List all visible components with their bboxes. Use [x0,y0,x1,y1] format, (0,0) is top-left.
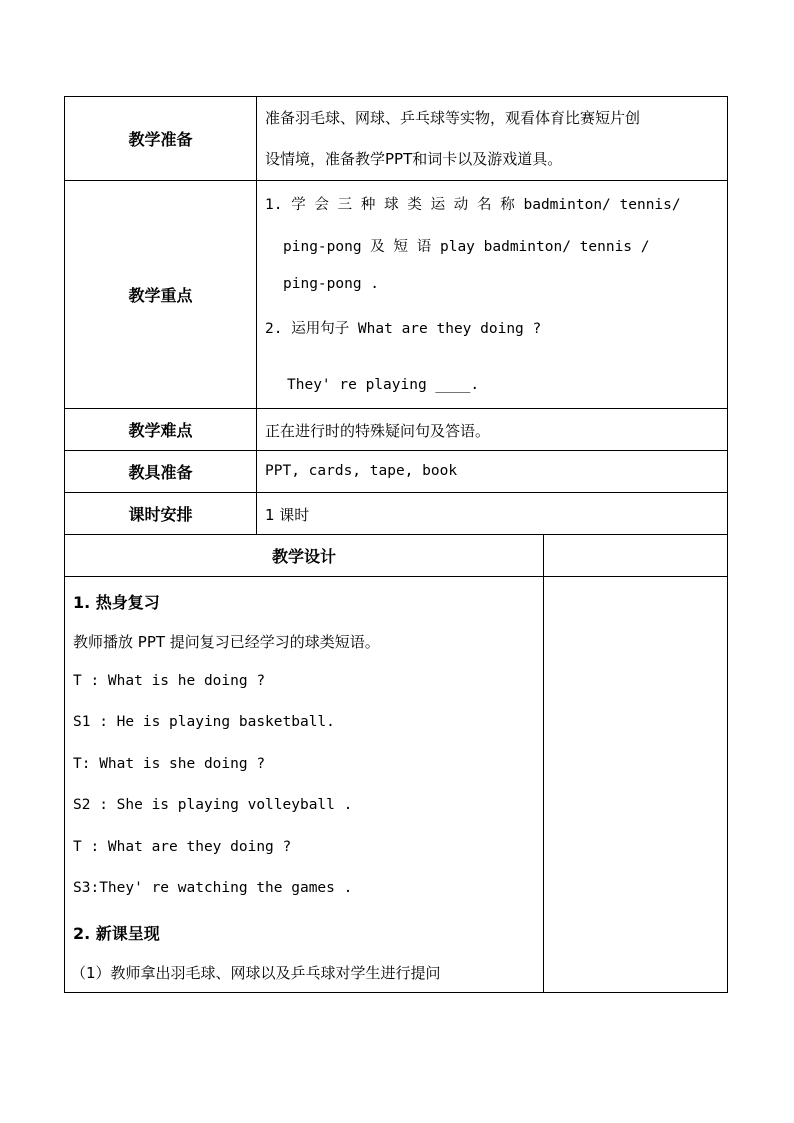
row-label: 课时安排 [65,493,257,534]
row-content [257,409,727,450]
row-label: 教具准备 [65,451,257,492]
row-class-hours [65,493,727,535]
content-line: S1 : He is playing basketball. [73,714,335,730]
content-line: 设情境，准备教学PPT和词卡以及游戏道具。 [265,150,563,168]
content-line: 正在进行时的特殊疑问句及答语。 [265,422,491,440]
content-line: PPT, cards, tape, book [265,463,458,479]
row-content [257,451,727,492]
content-line: 1 课时 [265,506,310,524]
section-heading: 1. 热身复习 [73,593,160,612]
content-line: S3:They' re watching the games . [73,880,353,896]
section-heading: 2. 新课呈现 [73,924,160,943]
row-preparation [65,97,727,181]
content-line: 1. 学 会 三 种 球 类 运 动 名 称 badminton/ tennis/ [265,197,681,213]
row-content [257,181,727,408]
design-header-row [65,535,727,577]
content-line: They' re playing ____. [287,377,480,393]
row-label: 教学重点 [65,181,257,408]
content-line: T : What is he doing ? [73,673,266,689]
row-label: 教学准备 [65,97,257,180]
content-line: （1）教师拿出羽毛球、网球以及乒乓球对学生进行提问 [71,964,441,982]
content-line: T: What is she doing ? [73,756,266,772]
content-line: ping-pong 及 短 语 play badminton/ tennis / [283,239,650,255]
content-line: 准备羽毛球、网球、乒乓球等实物，观看体育比赛短片创 [265,109,641,127]
row-content [257,493,727,534]
row-difficulty [65,409,727,451]
content-line: 2. 运用句子 What are they doing ? [265,321,542,337]
row-label: 教学难点 [65,409,257,450]
content-line: ping-pong . [283,276,380,292]
row-content [257,97,727,180]
lesson-plan-table [64,96,728,993]
content-line: S2 : She is playing volleyball . [73,797,353,813]
design-title: 教学设计 [65,535,544,576]
row-teaching-aids [65,451,727,493]
design-content [65,577,544,992]
content-line: 教师播放 PPT 提问复习已经学习的球类短语。 [73,633,380,651]
content-line: T : What are they doing ? [73,839,292,855]
row-key-points [65,181,727,409]
